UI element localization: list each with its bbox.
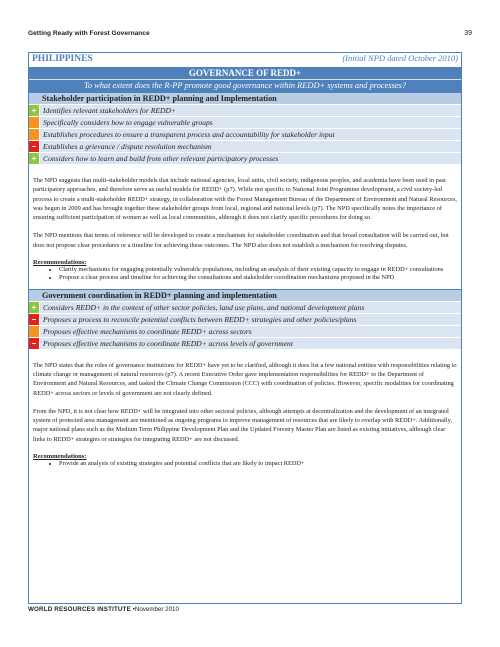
country-name: PHILIPPINES	[32, 54, 93, 64]
criterion-row	[29, 104, 461, 116]
criterion-row	[29, 116, 461, 128]
criterion-text: Considers REDD+ in the context of other sector policies, land use plans, and national development plans	[39, 302, 461, 313]
rating-mark-icon: +	[29, 105, 39, 116]
criterion-row	[29, 325, 461, 337]
criterion-row	[29, 301, 461, 313]
rating-mark-icon	[29, 129, 39, 140]
governance-question: To what extent does the R-PP promote good governance within REDD+ systems and processes?	[29, 79, 461, 92]
recommendations-heading: Recommendations:	[33, 453, 87, 461]
governance-title: GOVERNANCE OF REDD+	[29, 66, 461, 79]
rating-mark-icon: –	[29, 338, 39, 349]
section-stakeholder-criteria	[29, 104, 461, 164]
rating-mark-icon	[29, 326, 39, 337]
body-paragraph: The NPD states that the roles of governance institutions for REDD+ have yet to be clarified, although it does list a few national entities with responsibilities relating to climate change or management of natural resources (p7). A recent Executive Order gave implementation responsibilities for REDD+ to the Department of Environment and Natural Resources, and tasked the Climate Change Commission (CCC) with coordination of policies. However, specific modalities for coordinating REDD+ across sectors or levels of government are not clearly defined.	[33, 361, 457, 397]
body-paragraph: The NPD suggests that multi-stakeholder models that include national agencies, local units, civil society, indigenous peoples, and academia have been used in past participatory approaches, and therefore serve as useful models for REDD+ (p7). While not specific to National Joint Programme development, a civil society-led process to create a multi-stakeholder REDD+ strategy, in collaboration with the Forest Management Bureau of the Department of Environment and Natural Resources, was begun in 2009 and has brought together these stakeholder groups from local, regional and national levels (p7). The NPD specifically notes the importance of ensuring sufficient participation of women as well as local communities, although it does not clarify specific procedures for doing so.	[33, 177, 458, 222]
footer-date: •November 2010	[132, 606, 179, 613]
criterion-text: Proposes effective mechanisms to coordinate REDD+ across sectors	[39, 326, 461, 337]
recommendation-item: • Provide an analysis of existing strategies and potential conflicts that are likely to impact REDD+	[59, 460, 457, 468]
running-header	[28, 30, 472, 37]
country-row	[29, 52, 461, 66]
criterion-row	[29, 152, 461, 164]
criterion-text: Specifically considers how to engage vulnerable groups	[39, 117, 461, 128]
criterion-row	[29, 337, 461, 349]
criterion-row	[29, 313, 461, 325]
rating-mark-icon: +	[29, 302, 39, 313]
governance-assessment-table	[28, 52, 462, 604]
criterion-text: Establishes a grievance / dispute resolution mechanism	[39, 141, 461, 152]
criterion-text: Considers how to learn and build from other relevant participatory processes	[39, 153, 461, 164]
footer-org: WORLD RESOURCES INSTITUTE	[28, 606, 131, 613]
criterion-text: Establishes procedures to ensure a transparent process and accountability for stakeholder input	[39, 129, 461, 140]
page-number: 39	[464, 30, 472, 37]
criterion-row	[29, 140, 461, 152]
rating-mark-icon: –	[29, 314, 39, 325]
criterion-text: Proposes a process to reconcile potential conflicts between REDD+ strategies and other policies/plans	[39, 314, 461, 325]
criterion-text: Identifies relevant stakeholders for REDD+	[39, 105, 461, 116]
recommendation-item: • Clarify mechanisms for engaging potentially vulnerable populations, including an analysis of their existing capacity to engage in REDD+ consultations	[59, 266, 457, 274]
section-government-criteria	[29, 301, 461, 349]
criterion-text: Proposes effective mechanisms to coordinate REDD+ across levels of government	[39, 338, 461, 349]
recommendations-list	[29, 266, 461, 283]
section-government-heading: Government coordination in REDD+ planning and implementation	[29, 289, 461, 301]
recommendations-list	[29, 460, 461, 468]
rating-mark-icon	[29, 117, 39, 128]
criterion-row	[29, 128, 461, 140]
npd-note: (Initial NPD dated October 2010)	[342, 53, 458, 63]
body-paragraph: The NPD mentions that terms of reference will be developed to create a mechanism for stakeholder coordination and that broad consultation will be carried out, but does not propose clear procedures or a timeline for achieving these outcomes. The NPD also does not establish a mechanism for resolving disputes.	[33, 232, 449, 249]
rating-mark-icon: +	[29, 153, 39, 164]
page-footer	[28, 606, 179, 613]
recommendation-item: • Propose a clear process and timeline for achieving the consultations and stakeholder coordination mechanisms proposed in the NPD	[59, 274, 457, 282]
running-header-title: Getting Ready with Forest Governance	[28, 30, 150, 37]
section-stakeholder-heading: Stakeholder participation in REDD+ planning and Implementation	[29, 92, 461, 104]
rating-mark-icon: –	[29, 141, 39, 152]
recommendations-heading: Recommendations:	[33, 259, 87, 267]
body-paragraph: From the NPD, it is not clear how REDD+ will be integrated into other sectoral policies, although attempts at decentralization and the development of an integrated system of protected area management are mentioned as ongoing programs to improve management of resources that are likely to overlap with REDD+. Additionally, major national plans such as the Medium Term Philippine Development Plan and the Updated Forestry Master Plan are listed as existing initiatives, although clear links to REDD+ strategies or strategies for integrating REDD+ are not discussed.	[33, 407, 452, 443]
